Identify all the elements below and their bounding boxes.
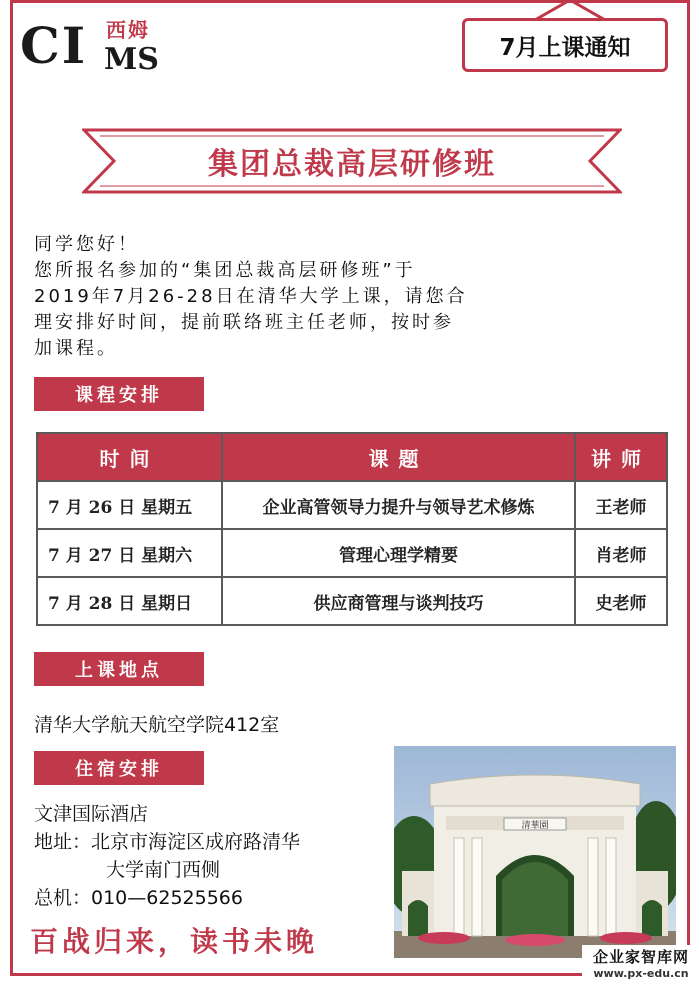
cell-time: 7 月 28 日 星期日: [37, 577, 222, 625]
header-topic: 课题: [222, 433, 575, 481]
logo-ms: MS: [104, 42, 159, 77]
cell-teacher: 肖老师: [575, 529, 667, 577]
intro-line: 理安排好时间，提前联络班主任老师，按时参: [34, 312, 454, 333]
title-banner: [82, 126, 622, 196]
watermark-name: 企业家智库网: [592, 948, 689, 966]
hotel-address-cont: 大学南门西侧: [106, 859, 221, 881]
watermark-url: www.px-edu.cn: [593, 967, 689, 980]
slogan: 百战归来，读书未晚: [30, 925, 319, 958]
table-row: [37, 481, 667, 529]
section-location: 上课地点: [34, 652, 204, 686]
cell-topic: 企业高管领导力提升与领导艺术修炼: [222, 481, 575, 529]
intro-line: 2019年7月26-28日在清华大学上课，请您合: [34, 286, 468, 307]
logo-ci: CI: [20, 16, 88, 75]
intro-line: 您所报名参加的“集团总裁高层研修班”于: [34, 260, 416, 281]
banner-title: 集团总裁高层研修班: [208, 147, 496, 182]
cell-topic: 管理心理学精要: [222, 529, 575, 577]
section-lodging: 住宿安排: [34, 751, 204, 785]
logo: [20, 14, 170, 78]
hotel-address: 地址：北京市海淀区成府路清华: [34, 831, 301, 853]
section-schedule: 课程安排: [34, 377, 204, 411]
notice-tab: 7月上课通知: [462, 18, 668, 72]
gate-plaque: 清華園: [521, 821, 549, 831]
tab-hanger-icon: [535, 0, 605, 20]
table-header-row: [37, 433, 667, 481]
cell-teacher: 史老师: [575, 577, 667, 625]
location-text: 清华大学航天航空学院412室: [34, 714, 280, 736]
intro-line: 加课程。: [34, 338, 118, 359]
table-row: [37, 577, 667, 625]
logo-chinese: 西姆: [106, 18, 150, 42]
cell-time: 7 月 27 日 星期六: [37, 529, 222, 577]
header-teacher: 讲师: [575, 433, 667, 481]
watermark: [582, 945, 700, 986]
lodging-info: [34, 800, 300, 912]
cell-teacher: 王老师: [575, 481, 667, 529]
table-row: [37, 529, 667, 577]
intro-line: 同学您好！: [34, 234, 139, 255]
intro-text: [34, 232, 594, 362]
cell-topic: 供应商管理与谈判技巧: [222, 577, 575, 625]
schedule-table: [36, 432, 668, 626]
header-time: 时间: [37, 433, 222, 481]
tsinghua-gate-photo: [394, 746, 676, 958]
hotel-name: 文津国际酒店: [34, 803, 149, 825]
cell-time: 7 月 26 日 星期五: [37, 481, 222, 529]
hotel-phone: 总机：010—62525566: [34, 887, 243, 909]
